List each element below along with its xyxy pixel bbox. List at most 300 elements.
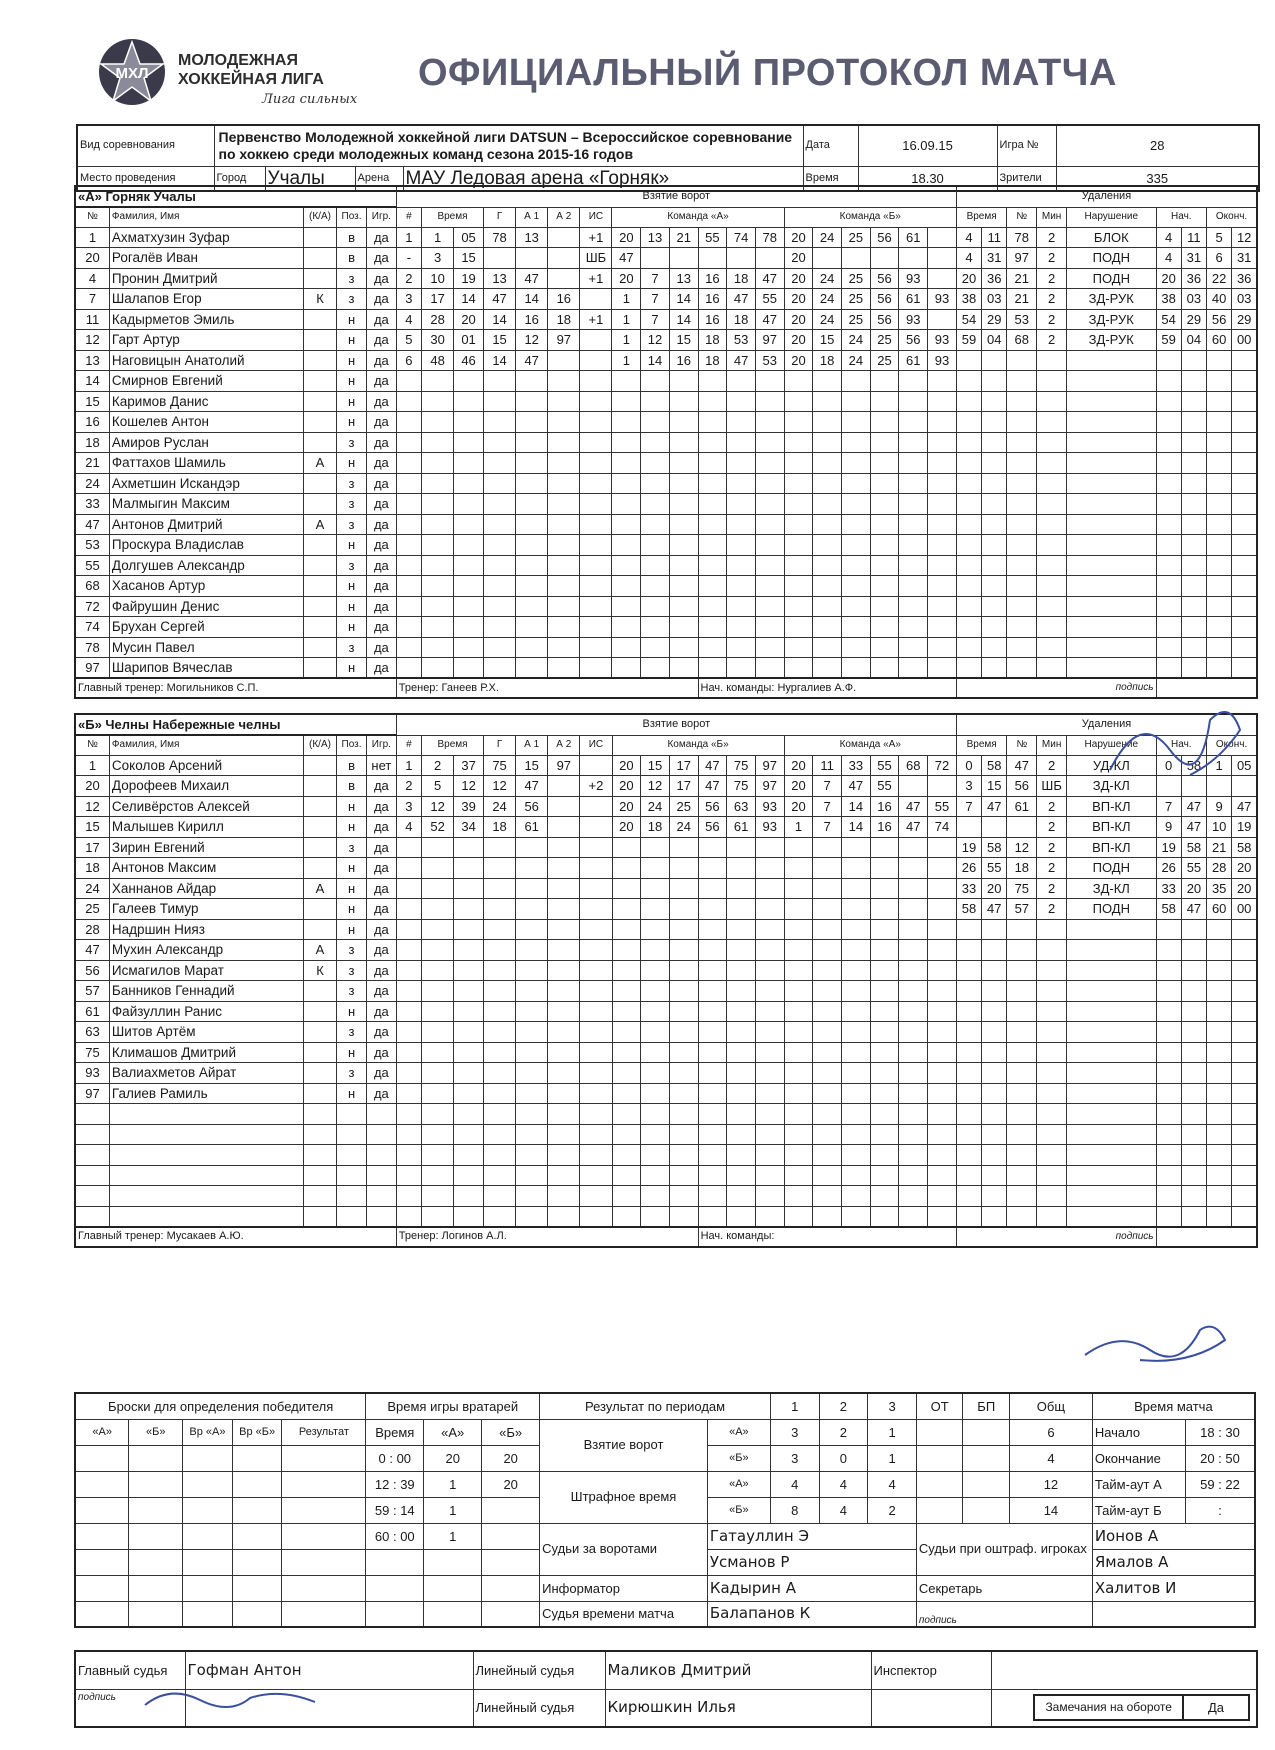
empty-cell — [1007, 453, 1037, 474]
goal-time-min: 1 — [422, 227, 454, 248]
empty-cell — [784, 1104, 813, 1125]
empty-cell — [366, 1165, 396, 1186]
empty-cell — [870, 555, 899, 576]
penalty-player — [1007, 817, 1037, 838]
empty-cell — [641, 899, 670, 920]
penalty-end-sec: 47 — [1232, 796, 1257, 817]
empty-cell — [516, 453, 548, 474]
empty-cell — [727, 1124, 756, 1145]
player-name: Файрушин Денис — [109, 596, 303, 617]
empty-cell — [982, 535, 1007, 556]
empty-cell — [899, 858, 928, 879]
empty-cell — [580, 1104, 612, 1125]
empty-cell — [396, 617, 421, 638]
empty-cell — [698, 494, 727, 515]
player-name: Кадырметов Эмиль — [109, 309, 303, 330]
empty-cell — [669, 576, 698, 597]
empty-cell — [727, 1186, 756, 1207]
empty-cell — [366, 1145, 396, 1166]
empty-cell — [784, 940, 813, 961]
empty-cell — [580, 1001, 612, 1022]
empty-cell — [1207, 1083, 1232, 1104]
player-position: з — [337, 837, 367, 858]
empty-cell — [813, 1063, 842, 1084]
empty-cell — [956, 596, 981, 617]
empty-cell — [1156, 576, 1181, 597]
empty-cell — [1007, 494, 1037, 515]
empty-cell — [899, 1145, 928, 1166]
empty-cell — [366, 1186, 396, 1207]
empty-cell — [641, 1022, 670, 1043]
empty-cell — [1037, 1186, 1067, 1207]
empty-cell — [755, 878, 784, 899]
goal-strength: ШБ — [580, 248, 612, 269]
penalty-offense: УД-КЛ — [1067, 755, 1157, 776]
empty-cell — [396, 919, 421, 940]
player-number: 1 — [75, 755, 109, 776]
empty-cell — [784, 412, 813, 433]
on-ice-opp-player: 25 — [841, 289, 870, 310]
gk-a-header: «А» — [424, 1419, 482, 1445]
empty-cell — [1067, 412, 1157, 433]
empty-cell — [982, 919, 1007, 940]
on-ice-self-player: 47 — [698, 776, 727, 797]
on-ice-self-player: 20 — [612, 755, 641, 776]
empty-cell — [580, 1186, 612, 1207]
penalty-time-min: 4 — [956, 227, 981, 248]
goals-b-p1: 3 — [770, 1445, 819, 1471]
empty-cell — [813, 535, 842, 556]
empty-cell — [784, 981, 813, 1002]
player-position: з — [337, 960, 367, 981]
empty-cell — [396, 535, 421, 556]
on-ice-opp-player: 14 — [842, 796, 871, 817]
empty-cell — [784, 1206, 813, 1227]
empty-cell — [454, 1165, 484, 1186]
empty-cell — [698, 1104, 727, 1125]
empty-cell — [841, 658, 870, 679]
empty-cell — [1207, 637, 1232, 658]
player-number: 63 — [75, 1022, 109, 1043]
logo-text: МХЛ — [115, 65, 149, 82]
empty-cell — [641, 514, 670, 535]
goal-assist-1: 47 — [516, 350, 548, 371]
penalty-start-sec: 47 — [1181, 796, 1206, 817]
on-ice-opp-player: 24 — [813, 268, 842, 289]
empty-cell — [928, 371, 957, 392]
player-name: Шалапов Егор — [109, 289, 303, 310]
player-played: да — [366, 1083, 396, 1104]
player-number: 21 — [75, 453, 109, 474]
empty-cell — [396, 555, 421, 576]
penalty-time-sec: 55 — [982, 858, 1007, 879]
player-number: 57 — [75, 981, 109, 1002]
empty-cell — [669, 596, 698, 617]
empty-cell — [727, 391, 756, 412]
empty-cell — [956, 940, 981, 961]
on-ice-opp-player — [841, 248, 870, 269]
empty-cell — [422, 1186, 454, 1207]
empty-cell — [669, 899, 698, 920]
table-row — [75, 248, 1257, 269]
empty-cell — [842, 1083, 871, 1104]
teamA-col-pen-min-header: Мин — [1037, 207, 1067, 227]
empty-cell — [813, 596, 842, 617]
empty-cell — [548, 473, 580, 494]
empty-cell — [899, 1186, 928, 1207]
on-ice-opp-player: 56 — [870, 289, 899, 310]
pim-b-total: 14 — [1010, 1497, 1093, 1523]
empty-cell — [516, 555, 548, 576]
empty-cell — [755, 1124, 784, 1145]
pim-row-label: Штрафное время — [540, 1471, 708, 1523]
empty-cell — [422, 637, 454, 658]
on-ice-self-player — [669, 248, 698, 269]
goals-b-p3: 1 — [868, 1445, 917, 1471]
empty-cell — [1232, 940, 1257, 961]
pim-a-p3: 4 — [868, 1471, 917, 1497]
penalty-time-min: 26 — [956, 858, 981, 879]
empty-cell — [669, 858, 698, 879]
goal-scorer: 13 — [483, 268, 515, 289]
empty-cell — [516, 391, 548, 412]
goal-strength — [580, 755, 612, 776]
timeout-b-label: Тайм-аут Б — [1092, 1497, 1185, 1523]
empty-cell — [899, 617, 928, 638]
goal-assist-2: 16 — [548, 289, 580, 310]
empty-cell — [1181, 576, 1206, 597]
empty-cell — [698, 899, 727, 920]
empty-cell — [1207, 350, 1232, 371]
empty-cell — [1037, 960, 1067, 981]
empty-cell — [813, 1042, 842, 1063]
penalty-time-min: 54 — [956, 309, 981, 330]
empty-cell — [337, 1206, 367, 1227]
empty-cell — [1181, 1022, 1206, 1043]
player-number: 61 — [75, 1001, 109, 1022]
goal-time-min: 17 — [422, 289, 454, 310]
goal-strength — [580, 796, 612, 817]
empty-cell — [928, 1083, 957, 1104]
empty-cell — [784, 637, 813, 658]
empty-cell — [669, 1145, 698, 1166]
empty-cell — [1207, 960, 1232, 981]
empty-cell — [727, 1001, 756, 1022]
goal-time-sec: 05 — [454, 227, 484, 248]
empty-cell — [870, 1206, 899, 1227]
penalty-offense: ЗД-РУК — [1067, 330, 1157, 351]
empty-cell — [784, 596, 813, 617]
player-position: н — [337, 658, 367, 679]
empty-cell — [956, 1104, 981, 1125]
timekeeper-label: Судья времени матча — [540, 1601, 708, 1627]
player-number: 28 — [75, 919, 109, 940]
empty-cell — [484, 940, 516, 961]
empty-cell — [641, 1042, 670, 1063]
player-number: 11 — [75, 309, 109, 330]
empty-cell — [928, 960, 957, 981]
empty-cell — [1181, 555, 1206, 576]
empty-cell — [870, 494, 899, 515]
empty-cell — [956, 1042, 981, 1063]
player-played: да — [366, 1001, 396, 1022]
player-played: да — [366, 494, 396, 515]
on-ice-opp-player: 61 — [899, 350, 928, 371]
empty-cell — [928, 432, 957, 453]
empty-cell — [422, 919, 454, 940]
empty-cell — [698, 617, 727, 638]
player-name: Амиров Руслан — [109, 432, 303, 453]
empty-cell — [516, 576, 548, 597]
empty-cell — [841, 371, 870, 392]
empty-cell — [548, 858, 580, 879]
player-name: Климашов Дмитрий — [109, 1042, 303, 1063]
empty-cell — [870, 453, 899, 474]
empty-cell — [516, 960, 548, 981]
on-ice-self-player: 13 — [641, 227, 670, 248]
empty-cell — [870, 858, 899, 879]
table-row — [75, 289, 1257, 310]
goals-a-p3: 1 — [868, 1419, 917, 1445]
on-ice-opp-player: 25 — [870, 350, 899, 371]
player-position: н — [337, 1083, 367, 1104]
empty-cell — [516, 858, 548, 879]
table-row — [75, 899, 1257, 920]
empty-cell — [813, 1165, 842, 1186]
empty-cell — [755, 960, 784, 981]
on-ice-self-player: 16 — [698, 268, 727, 289]
player-position: н — [337, 535, 367, 556]
empty-cell — [1181, 658, 1206, 679]
penalty-time-sec: 58 — [982, 837, 1007, 858]
empty-cell — [842, 940, 871, 961]
empty-cell — [956, 1063, 981, 1084]
player-number: 56 — [75, 960, 109, 981]
total-header: Общ — [1010, 1393, 1093, 1419]
empty-cell — [870, 1083, 899, 1104]
empty-cell — [548, 658, 580, 679]
empty-cell — [641, 371, 670, 392]
player-role — [303, 350, 336, 371]
empty-cell — [899, 391, 928, 412]
table-row — [75, 1165, 1257, 1186]
empty-cell — [982, 371, 1007, 392]
on-ice-opp-player: 18 — [813, 350, 842, 371]
on-ice-self-player — [641, 248, 670, 269]
empty-cell — [1232, 960, 1257, 981]
empty-cell — [956, 1083, 981, 1104]
empty-cell — [1037, 350, 1067, 371]
on-ice-self-player: 14 — [641, 350, 670, 371]
player-role — [303, 248, 336, 269]
penalty-start-min: 0 — [1156, 755, 1181, 776]
empty-cell — [727, 371, 756, 392]
date-value: 16.09.15 — [858, 125, 997, 166]
teamA-col-on-ice-self-header: Команда «А» — [612, 207, 784, 227]
empty-cell — [516, 432, 548, 453]
empty-cell — [813, 514, 842, 535]
empty-cell — [1156, 494, 1181, 515]
on-ice-self-player: 47 — [727, 289, 756, 310]
on-ice-self-player: 16 — [669, 350, 698, 371]
empty-cell — [548, 1083, 580, 1104]
empty-cell — [1181, 617, 1206, 638]
player-position: н — [337, 919, 367, 940]
empty-cell — [1181, 1104, 1206, 1125]
teamA-col-hash-header: # — [396, 207, 421, 227]
empty-cell — [841, 637, 870, 658]
empty-cell — [784, 1124, 813, 1145]
empty-cell — [641, 1165, 670, 1186]
gk-row-2-a: 1 — [424, 1471, 482, 1497]
player-played: да — [366, 1063, 396, 1084]
empty-cell — [1007, 617, 1037, 638]
empty-cell — [698, 514, 727, 535]
empty-cell — [516, 899, 548, 920]
player-role — [303, 473, 336, 494]
teamA-col-played-header: Игр. — [366, 207, 396, 227]
empty-cell — [580, 837, 612, 858]
empty-cell — [698, 878, 727, 899]
player-played: да — [366, 289, 396, 310]
empty-cell — [1156, 617, 1181, 638]
penalty-minutes: 2 — [1037, 227, 1067, 248]
empty-cell — [928, 412, 957, 433]
empty-cell — [755, 391, 784, 412]
empty-cell — [1232, 555, 1257, 576]
empty-cell — [982, 432, 1007, 453]
player-name: Проскура Владислав — [109, 535, 303, 556]
table-row — [75, 1022, 1257, 1043]
teamB-col-g-header: Г — [484, 735, 516, 755]
empty-cell — [396, 1124, 421, 1145]
on-ice-opp-player: 24 — [813, 289, 842, 310]
empty-cell — [580, 1022, 612, 1043]
empty-cell — [727, 899, 756, 920]
empty-cell — [813, 1083, 842, 1104]
on-ice-self-player: 24 — [641, 796, 670, 817]
on-ice-opp-player: 11 — [813, 755, 842, 776]
empty-cell — [641, 391, 670, 412]
empty-cell — [1207, 535, 1232, 556]
player-role — [303, 755, 336, 776]
goal-number: 5 — [396, 330, 421, 351]
empty-cell — [422, 1083, 454, 1104]
empty-cell — [727, 1206, 756, 1227]
empty-cell — [842, 960, 871, 981]
goal-time-sec: 39 — [454, 796, 484, 817]
signature-stroke-a — [1100, 690, 1250, 790]
empty-cell — [928, 1001, 957, 1022]
on-ice-self-player: 7 — [641, 289, 670, 310]
empty-cell — [1037, 1063, 1067, 1084]
empty-cell — [899, 514, 928, 535]
empty-cell — [899, 658, 928, 679]
empty-cell — [1156, 1001, 1181, 1022]
player-position: н — [337, 453, 367, 474]
empty-cell — [422, 1145, 454, 1166]
empty-cell — [755, 658, 784, 679]
empty-cell — [755, 412, 784, 433]
empty-cell — [841, 473, 870, 494]
goal-time-min: 10 — [422, 268, 454, 289]
goals-b-ot — [916, 1445, 963, 1471]
empty-cell — [727, 658, 756, 679]
empty-cell — [484, 1124, 516, 1145]
pim-a-bp — [963, 1471, 1010, 1497]
empty-cell — [580, 940, 612, 961]
goal-scorer: 24 — [484, 796, 516, 817]
on-ice-opp-player: 1 — [784, 817, 813, 838]
empty-cell — [516, 940, 548, 961]
player-name: Пронин Дмитрий — [109, 268, 303, 289]
empty-cell — [548, 1186, 580, 1207]
pim-a-p1: 4 — [770, 1471, 819, 1497]
penalty-player: 21 — [1007, 289, 1037, 310]
empty-cell — [982, 1124, 1007, 1145]
player-role — [303, 596, 336, 617]
empty-cell — [755, 981, 784, 1002]
player-role — [303, 858, 336, 879]
empty-cell — [727, 637, 756, 658]
empty-cell — [483, 535, 515, 556]
empty-cell — [669, 1104, 698, 1125]
empty-cell — [727, 1022, 756, 1043]
player-position: н — [337, 878, 367, 899]
table-row — [75, 981, 1257, 1002]
on-ice-opp-player: 55 — [928, 796, 957, 817]
empty-cell — [454, 576, 484, 597]
penalty-end-min: 40 — [1207, 289, 1232, 310]
empty-cell — [396, 453, 421, 474]
empty-cell — [899, 555, 928, 576]
player-position: н — [337, 1042, 367, 1063]
penalty-time-min: 58 — [956, 899, 981, 920]
mhl-logo — [96, 36, 168, 108]
on-ice-self-player: 1 — [612, 350, 641, 371]
document-title: ОФИЦИАЛЬНЫЙ ПРОТОКОЛ МАТЧА — [418, 52, 1117, 94]
player-position: з — [337, 268, 367, 289]
empty-cell — [1207, 940, 1232, 961]
empty-cell — [1067, 1042, 1157, 1063]
empty-cell — [669, 1042, 698, 1063]
signature-stroke-b — [1080, 1315, 1230, 1370]
empty-cell — [75, 1145, 109, 1166]
empty-cell — [982, 981, 1007, 1002]
empty-cell — [1007, 960, 1037, 981]
on-ice-self-player: 18 — [641, 817, 670, 838]
player-number: 20 — [75, 776, 109, 797]
empty-cell — [784, 1063, 813, 1084]
goal-assist-2 — [548, 796, 580, 817]
player-name: Надршин Нияз — [109, 919, 303, 940]
empty-cell — [698, 535, 727, 556]
empty-cell — [813, 1001, 842, 1022]
empty-cell — [1232, 1001, 1257, 1022]
empty-cell — [483, 576, 515, 597]
penalty-start-min: 59 — [1156, 330, 1181, 351]
player-position: н — [337, 858, 367, 879]
empty-cell — [641, 837, 670, 858]
player-played: да — [366, 453, 396, 474]
on-ice-self-player — [727, 248, 756, 269]
so-ga-header: Вр «А» — [183, 1419, 233, 1445]
gk-row-1-time: 0 : 00 — [366, 1445, 424, 1471]
player-role: А — [303, 878, 336, 899]
goal-number: 1 — [396, 755, 421, 776]
goal-assist-1: 12 — [516, 330, 548, 351]
goal-strength — [580, 817, 612, 838]
